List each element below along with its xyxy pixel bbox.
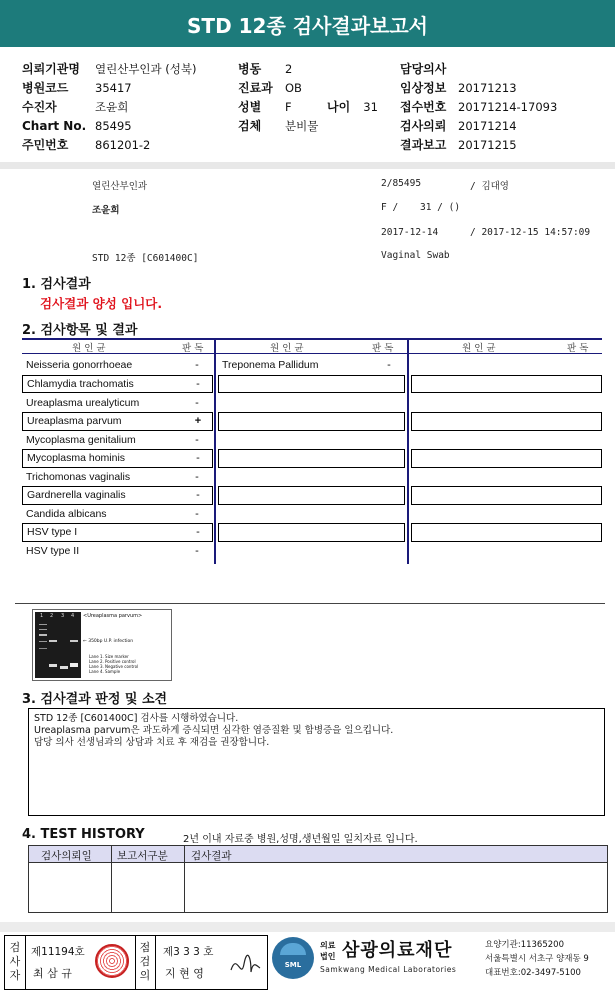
doctor-label: 담당의사 [400, 62, 447, 76]
gel-legend-item: Lane 3. Negative control [89, 664, 139, 669]
info-report-date: / 2017-12-15 14:57:09 [470, 227, 591, 238]
organism-name: Chlamydia trachomatis [27, 378, 134, 390]
org-address: 서울특별시 서초구 양재동 9 [485, 954, 589, 964]
judgement-mark: - [195, 545, 199, 557]
ward-value: 2 [285, 62, 293, 76]
history-col-result: 검사결과 [191, 850, 232, 862]
header-right [400, 58, 446, 153]
header-right-values [458, 58, 557, 153]
gel-band [70, 663, 78, 667]
table-row-empty [218, 486, 405, 505]
header-block [0, 48, 615, 158]
gel-band-label: ← 350bp U.P. infection [83, 639, 134, 644]
receipt-no-label: 접수번호 [400, 100, 447, 114]
col2-header-org: 원 인 균 [270, 343, 304, 354]
table-row [22, 542, 213, 560]
sex-value: F [285, 100, 292, 114]
gel-image [32, 609, 172, 681]
report-date-label: 결과보고 [400, 138, 447, 152]
col3-header-org: 원 인 균 [462, 343, 496, 354]
patient-label: 수진자 [22, 100, 57, 114]
history-col-request-date: 검사의뢰일 [41, 850, 92, 862]
sig-divider [135, 936, 136, 989]
tester-name: 최 삼 규 [33, 967, 72, 980]
organism-name: Neisseria gonorrhoeae [26, 359, 133, 371]
judgement-mark: - [387, 359, 391, 371]
gel-band [49, 640, 57, 642]
judgement-mark: - [195, 471, 199, 483]
org-name: 삼광의료재단 [342, 940, 453, 961]
org-tel: 대표번호:02-3497-5100 [485, 968, 581, 978]
info-sex: F / [381, 202, 399, 213]
org-prefix: 의료법인 [320, 941, 336, 961]
gel-legend-item: Lane 2. Positive control [89, 659, 136, 664]
clinical-info-value: 20171213 [458, 81, 517, 95]
org-en-name: Samkwang Medical Laboratories [320, 965, 457, 974]
header-left [22, 58, 86, 153]
gel-legend-item: Lane 1. Size marker [89, 654, 129, 659]
gel-band [60, 666, 68, 669]
tester-no: 제11194호 [31, 946, 85, 958]
table-header-rule [22, 353, 602, 354]
organism-name: HSV type II [26, 545, 80, 557]
info-patient: 조윤희 [92, 205, 120, 216]
gel-panel [35, 612, 81, 678]
table-row [22, 394, 213, 412]
header-mid-values [285, 58, 318, 134]
lane-label: 3 [61, 613, 65, 619]
table-row [22, 356, 213, 375]
organism-name: Ureaplasma parvum [27, 415, 122, 427]
table-row [22, 375, 213, 393]
table-row-empty [411, 486, 602, 505]
info-age: 31 / () [420, 202, 461, 213]
organism-name: Ureaplasma urealyticum [26, 397, 140, 409]
section3-title: 3. 검사결과 판정 및 소견 [22, 692, 168, 707]
header-left-values [95, 58, 197, 153]
header-divider [0, 162, 615, 169]
info-clinic: 열린산부인과 [92, 181, 148, 192]
opinion-line: STD 12종 [C601400C] 검사를 시행하였습니다. [34, 713, 239, 724]
gel-legend [89, 654, 138, 674]
tester-seal-icon [95, 944, 129, 978]
sig-divider [25, 936, 26, 989]
table-row-empty [218, 412, 405, 431]
hospital-label: 의뢰기관명 [22, 62, 80, 76]
receipt-no-value: 20171214-17093 [458, 100, 558, 114]
section4-title: 4. TEST HISTORY [22, 827, 145, 842]
lane-label: 4 [71, 613, 75, 619]
section2-title: 2. 검사항목 및 결과 [22, 323, 138, 338]
organism-name: Gardnerella vaginalis [27, 489, 126, 501]
table-row [22, 505, 213, 523]
history-header [29, 846, 607, 863]
sex-label: 성별 [238, 100, 262, 114]
dept-label: 진료과 [238, 81, 273, 95]
reviewer-label: 점검의 [139, 941, 151, 982]
judgement-mark: - [196, 452, 200, 464]
age-value: 31 [363, 100, 378, 114]
table-row [22, 523, 213, 542]
judgement-mark: - [196, 378, 200, 390]
org-contact [485, 938, 615, 980]
organism-name: Mycoplasma genitalium [26, 434, 136, 446]
dept-value: OB [285, 81, 302, 95]
org-code: 요양기관:11365200 [485, 940, 564, 950]
org-logo-icon [272, 937, 314, 979]
table-row-empty [411, 412, 602, 431]
gel-legend-item: Lane 4. Sample [89, 669, 121, 674]
info-doctor: / 김대영 [470, 181, 509, 192]
age-label: 나이 [327, 100, 351, 114]
judgement-mark: - [195, 359, 199, 371]
tester-label: 검사자 [9, 941, 21, 982]
specimen-value: 분비물 [285, 119, 319, 133]
section1-result: 검사결과 양성 입니다. [40, 296, 163, 311]
judgement-mark: - [196, 489, 200, 501]
gel-band [39, 648, 47, 649]
lane-label: 1 [40, 613, 44, 619]
judgement-mark: + [194, 415, 202, 427]
report-title: STD 12종 검사결과보고서 [0, 0, 615, 47]
reviewer-no: 제3 3 3 호 [163, 946, 214, 958]
history-col-divider [184, 846, 185, 912]
opinion-line: Ureaplasma parvum은 과도하게 증식되면 심각한 염증질환 및 합병증을 일으킵니다. [34, 725, 394, 736]
table-row-empty [218, 375, 405, 393]
col2-header-judge: 판 독 [372, 343, 394, 354]
col1-header-judge: 판 독 [182, 343, 204, 354]
request-date-value: 20171214 [458, 119, 517, 133]
table-row-empty [411, 449, 602, 468]
organism-name: Mycoplasma hominis [27, 452, 126, 464]
gel-band [39, 624, 47, 625]
logo-arc [280, 943, 306, 955]
judgement-mark: - [195, 434, 199, 446]
resident-no-value: 861201-2 [95, 138, 151, 152]
sig-divider [155, 936, 156, 989]
info-ward-chart: 2/85495 [381, 178, 422, 189]
chart-no-label: Chart No. [22, 119, 87, 133]
judgement-mark: - [195, 508, 199, 520]
table-row [218, 356, 405, 375]
table-col-divider-1 [214, 338, 216, 564]
organism-name: Treponema Pallidum [222, 359, 319, 371]
reviewer-name: 지 현 영 [165, 967, 204, 980]
table-row [22, 468, 213, 486]
table-bottom-rule [15, 603, 605, 604]
signature-box [4, 935, 268, 990]
ward-label: 병동 [238, 62, 262, 76]
table-row [22, 449, 213, 468]
specimen-label: 검체 [238, 119, 262, 133]
col3-header-judge: 판 독 [567, 343, 589, 354]
hospital-value: 열린산부인과 (성북) [95, 62, 197, 76]
history-col-divider [111, 846, 112, 912]
gel-title: <Ureaplasma parvum> [83, 613, 143, 619]
table-row-positive [22, 412, 213, 431]
gel-band [39, 641, 47, 642]
gel-band [49, 664, 57, 667]
lane-label: 2 [50, 613, 54, 619]
resident-no-label: 주민번호 [22, 138, 69, 152]
opinion-box [28, 708, 605, 816]
opinion-line: 담당 의사 선생님과의 상담과 치료 후 재검을 권장합니다. [34, 737, 270, 748]
section4-note: 2년 이내 자료중 병원,성명,생년월일 일치자료 입니다. [183, 834, 418, 845]
hospital-code-label: 병원코드 [22, 81, 69, 95]
organism-name: Candida albicans [26, 508, 107, 520]
judgement-mark: - [195, 397, 199, 409]
table-top-rule [22, 338, 602, 340]
info-test-code: STD 12종 [C601400C] [92, 253, 199, 264]
section1-title: 1. 검사결과 [22, 277, 91, 292]
table-row [22, 486, 213, 505]
chart-no-value: 85495 [95, 119, 132, 133]
table-row-empty [218, 523, 405, 542]
organism-name: HSV type I [27, 526, 78, 538]
col1-header-org: 원 인 균 [72, 343, 106, 354]
table-row-empty [411, 523, 602, 542]
judgement-mark: - [196, 526, 200, 538]
age-row [327, 96, 378, 115]
organism-name: Trichomonas vaginalis [26, 471, 131, 483]
footer-divider [0, 922, 615, 932]
clinical-info-label: 임상정보 [400, 81, 447, 95]
table-col-divider-2 [407, 338, 409, 564]
table-row-empty [218, 449, 405, 468]
info-receive-date: 2017-12-14 [381, 227, 439, 238]
history-col-report-type: 보고서구분 [117, 850, 168, 862]
reviewer-signature-icon [227, 950, 263, 980]
gel-band [39, 634, 47, 636]
request-date-label: 검사의뢰 [400, 119, 447, 133]
gel-band [70, 640, 78, 642]
header-mid [238, 58, 273, 134]
table-row [22, 431, 213, 449]
info-specimen: Vaginal Swab [381, 250, 450, 261]
hospital-code-value: 35417 [95, 81, 132, 95]
gel-band [39, 629, 47, 630]
history-table [28, 845, 608, 913]
report-date-value: 20171215 [458, 138, 517, 152]
patient-value: 조윤희 [95, 100, 129, 114]
table-row-empty [411, 375, 602, 393]
logo-badge: SML [284, 961, 302, 969]
